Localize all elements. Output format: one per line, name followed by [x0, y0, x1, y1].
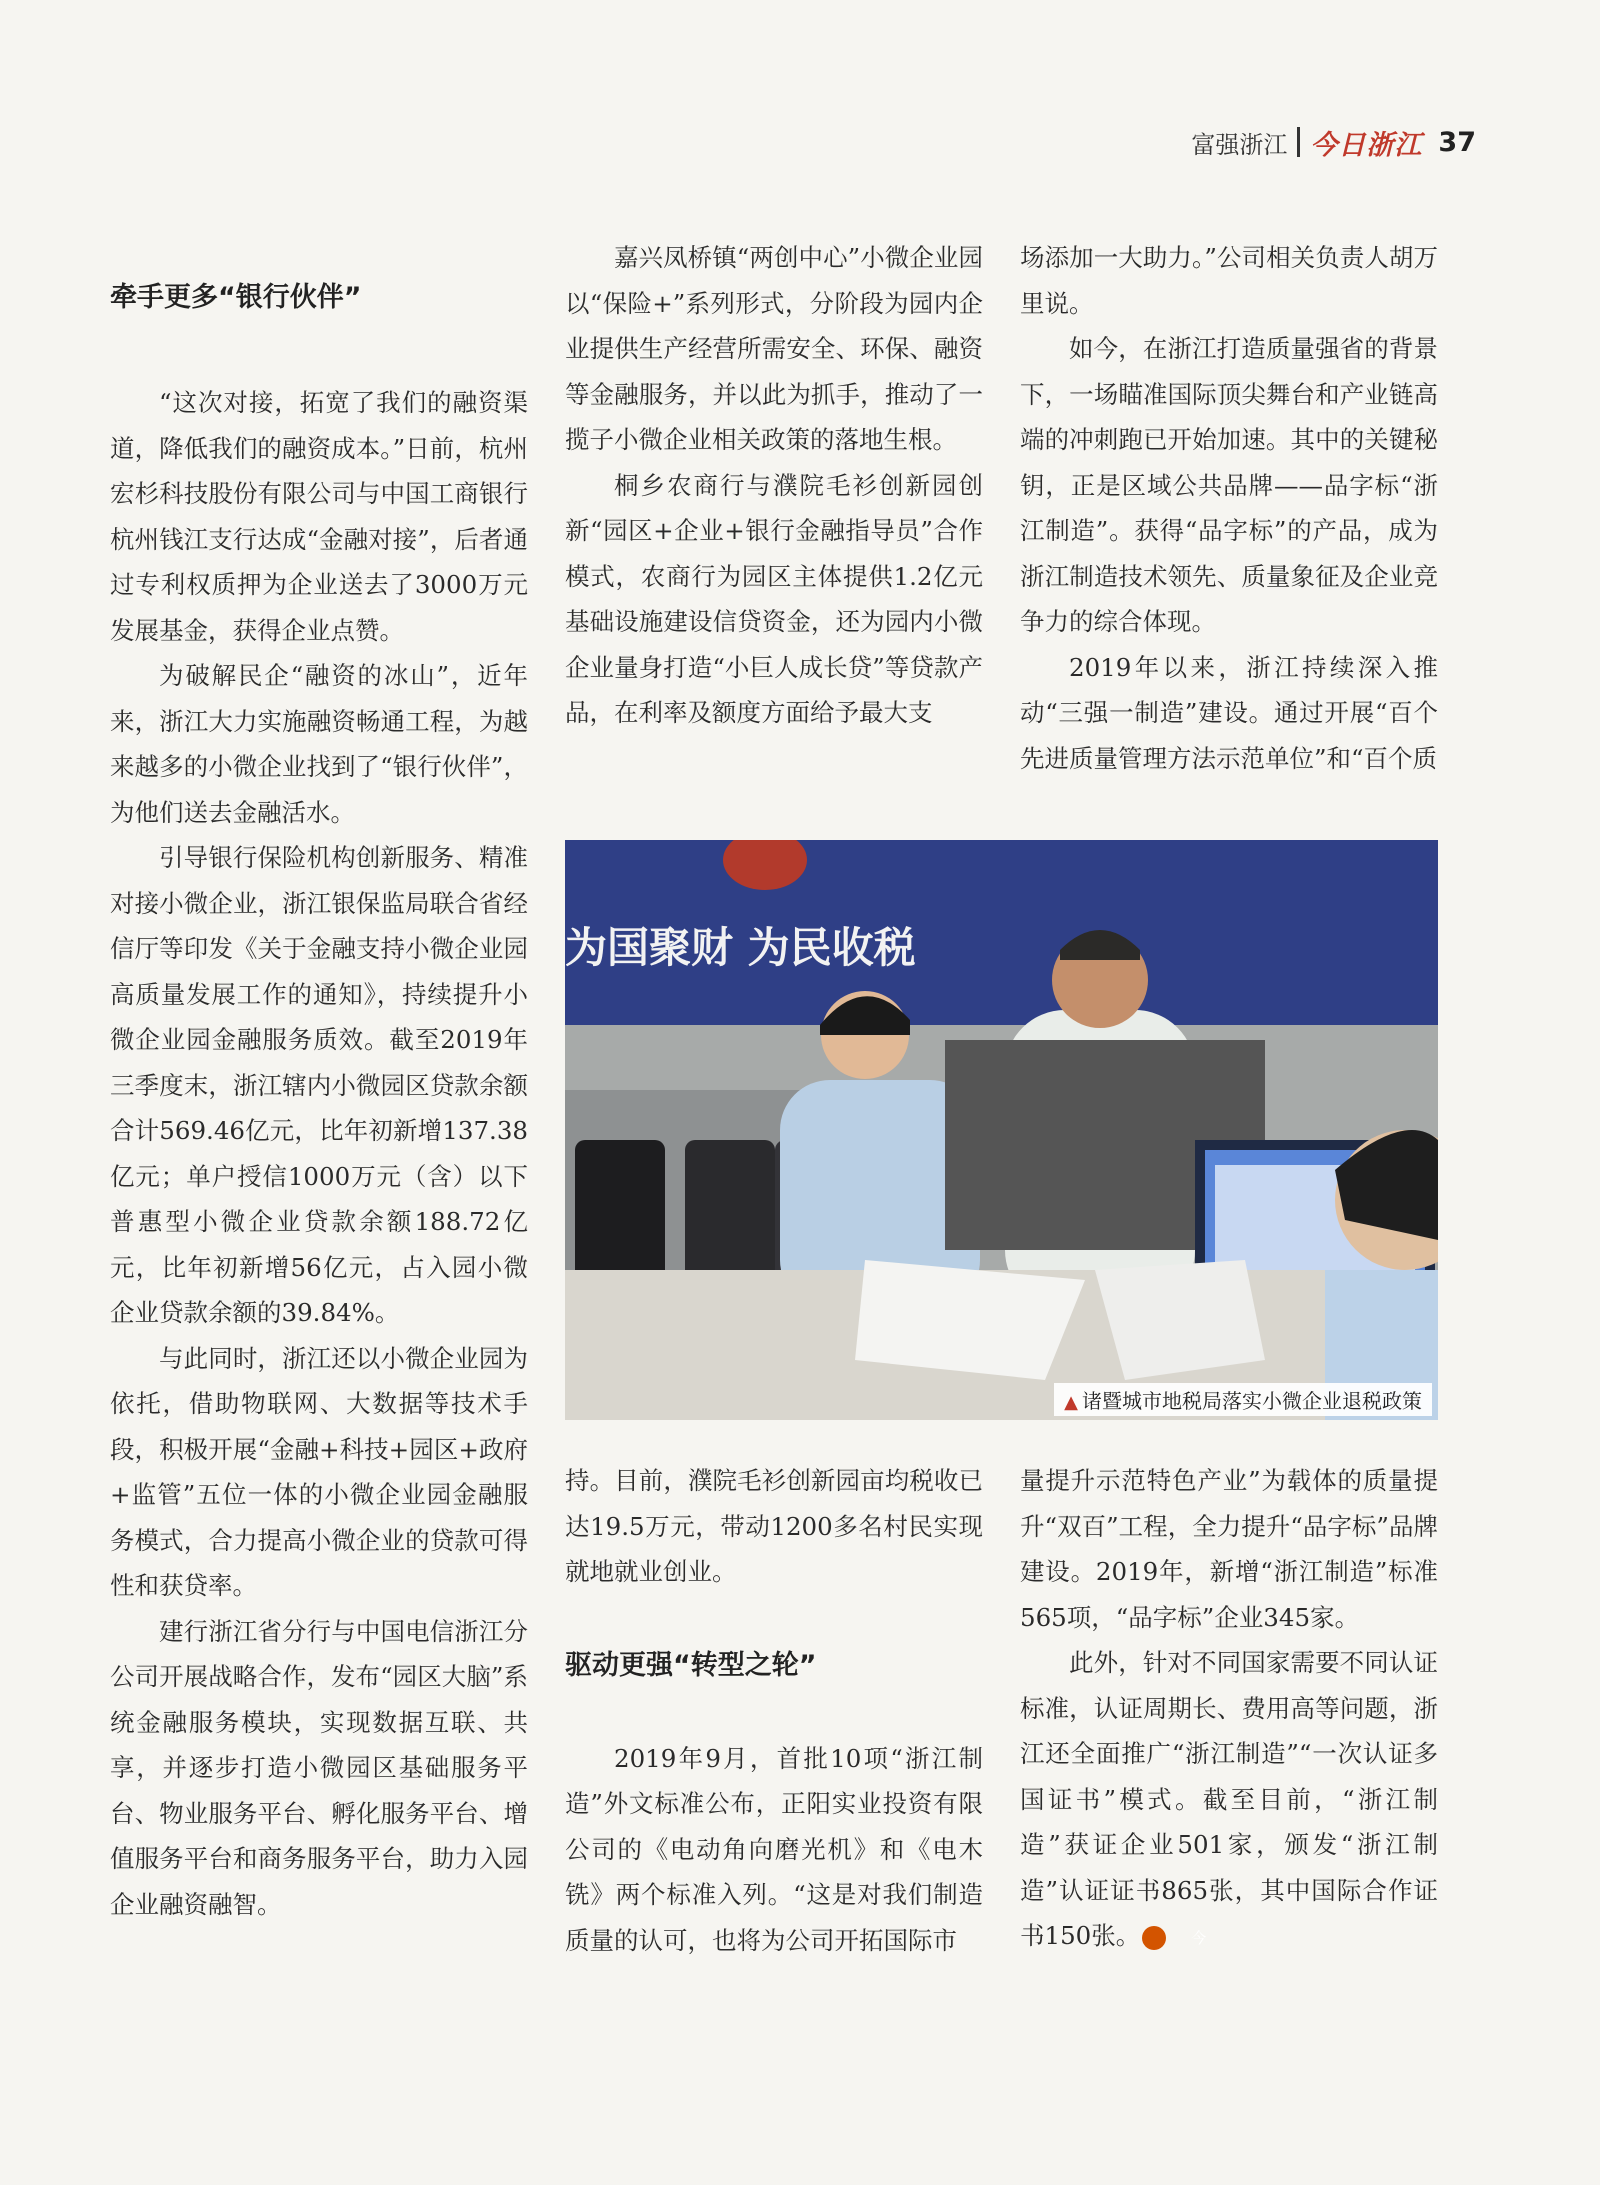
paragraph: 持。目前，濮院毛衫创新园亩均税收已达19.5万元，带动1200多名村民实现就地就业创业。: [565, 1466, 983, 1586]
paragraph: 建行浙江省分行与中国电信浙江分公司开展战略合作，发布“园区大脑”系统金融服务模块，实现数据互联、共享，并逐步打造小微园区基础服务平台、物业服务平台、孵化服务平台、增值服务平台和商务服务平台，助力入园企业融资融智。: [110, 1616, 528, 1919]
paragraph: 嘉兴凤桥镇“两创中心”小微企业园以“保险+”系列形式，分阶段为园内企业提供生产经营所需安全、环保、融资等金融服务，并以此为抓手，推动了一揽子小微企业相关政策的落地生根。: [565, 243, 983, 454]
paragraph: [1020, 1640, 1438, 1959]
paragraph: 为破解民企“融资的冰山”，近年来，浙江大力实施融资畅通工程，为越来越多的小微企业找到了“银行伙伴”，为他们送去金融活水。: [110, 661, 528, 827]
paragraph-text: 此外，针对不同国家需要不同认证标准，认证周期长、费用高等问题，浙江还全面推广“浙江制造”“一次认证多国证书”模式。截至目前，“浙江制造”获证企业501家，颁发“浙江制造”认证证书865张，其中国际合作证书150张。: [1020, 1648, 1438, 1950]
article-column-1: [110, 275, 528, 1927]
paragraph: 引导银行保险机构创新服务、精准对接小微企业，浙江银保监局联合省经信厅等印发《关于金融支持小微企业园高质量发展工作的通知》，持续提升小微企业园金融服务质效。截至2019年三季度末，浙江辖内小微园区贷款余额合计569.46亿元，比年初新增137.38亿元；单户授信1000万元（含）以下普惠型小微企业贷款余额188.72亿元，比年初新增56亿元，占入园小微企业贷款余额的39.84%。: [110, 843, 528, 1327]
paragraph: 如今，在浙江打造质量强省的背景下，一场瞄准国际顶尖舞台和产业链高端的冲刺跑已开始加速。其中的关键秘钥，正是区域公共品牌——品字标“浙江制造”。获得“品字标”的产品，成为浙江制造技术领先、质量象征及企业竞争力的综合体现。: [1020, 334, 1438, 636]
paragraph: 桐乡农商行与濮院毛衫创新园创新“园区+企业+银行金融指导员”合作模式，农商行为园区主体提供1.2亿元基础设施建设信贷资金，还为园内小微企业量身打造“小巨人成长贷”等贷款产品，在利率及额度方面给予最大支: [565, 470, 983, 727]
paragraph: 2019年以来，浙江持续深入推动“三强一制造”建设。通过开展“百个先进质量管理方法示范单位”和“百个质: [1020, 652, 1438, 773]
section-heading-transformation: 驱动更强“转型之轮”: [565, 1649, 817, 1681]
paragraph: 2019年9月，首批10项“浙江制造”外文标准公布，正阳实业投资有限公司的《电动角向磨光机》和《电木铣》两个标准入列。“这是对我们制造质量的认可，也将为公司开拓国际市: [565, 1743, 983, 1955]
section-title: 富强浙江: [1191, 130, 1288, 159]
tax-office-photo: [565, 840, 1438, 1420]
paragraph: 场添加一大助力。”公司相关负责人胡万里说。: [1020, 243, 1438, 318]
photo-caption: [1054, 1383, 1432, 1416]
article-column-2-bottom: [565, 1458, 983, 1963]
page-number: 37: [1438, 126, 1476, 158]
article-column-3-bottom: [1020, 1458, 1438, 1959]
caption-text: 诸暨城市地税局落实小微企业退税政策: [1082, 1389, 1422, 1413]
paragraph: “这次对接，拓宽了我们的融资渠道，降低我们的融资成本。”日前，杭州宏杉科技股份有限公司与中国工商银行杭州钱江支行达成“金融对接”，后者通过专利权质押为企业送去了3000万元发展基金，获得企业点赞。: [110, 388, 528, 645]
paragraph: 与此同时，浙江还以小微企业园为依托，借助物联网、大数据等技术手段，积极开展“金融+科技+园区+政府+监管”五位一体的小微企业园金融服务模式，合力提高小微企业的贷款可得性和获贷率。: [110, 1343, 528, 1600]
article-photo: [565, 840, 1438, 1420]
triangle-icon: ▲: [1064, 1392, 1078, 1413]
page-header: [1191, 122, 1476, 162]
paragraph: 量提升示范特色产业”为载体的质量提升“双百”工程，全力提升“品字标”品牌建设。2019年，新增“浙江制造”标准565项，“品字标”企业345家。: [1020, 1466, 1438, 1632]
section-heading-bank-partners: 牵手更多“银行伙伴”: [110, 282, 362, 313]
article-column-2-top: [565, 235, 983, 736]
end-mark-icon: 今: [1142, 1926, 1166, 1950]
article-column-3-top: [1020, 235, 1438, 781]
header-divider: [1297, 127, 1300, 157]
magazine-logo: 今日浙江: [1310, 129, 1423, 161]
wall-slogan: 为国聚财 为民收税: [565, 923, 916, 972]
